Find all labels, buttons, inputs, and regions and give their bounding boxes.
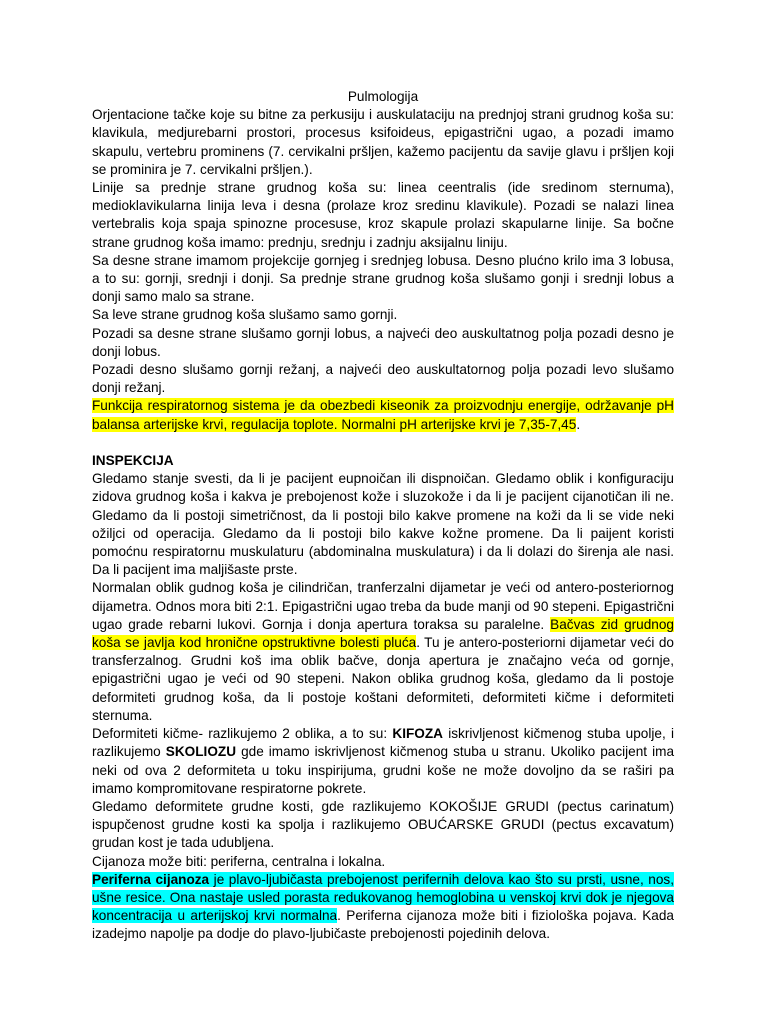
term-periferna-cijanoza: Periferna cijanoza [92,871,210,887]
term-skoliozu: SKOLIOZU [165,744,237,760]
spine-text-c: iskrivljenost kičmenog stuba upolje, i razlikujemo [92,726,674,760]
paragraph-inspection: Gledamo stanje svesti, da li je pacijent eupnoičan ili dispnoičan. Gledamo oblik i konfiguraciju zidova grudnog koša i kakva je prebojenost kože i sluzokože i da li je pacijent cijanotičan ili ne. Gledamo da li postoji simetričnost, da li postoji bilo kakve promene na koži da li se vide neki ožiljci od operacija. Gledamo da li postoji bilo kakve kožne promene. Da li paijent koristi pomoćnu respiratornu muskulaturu (abdominalna muskulatura) i da li dolazi do širenja ale nasi. Da li pacijent ima maljišaste prste. [92,471,674,578]
document-page [92,88,674,944]
paragraph-sternum-deformities: Gledamo deformitete grudne kosti, gde razlikujemo KOKOŠIJE GRUDI (pectus carinatum) ispupčenost grudne kosti ka spolja i razlikujemo OBUĆARSKE GRUDI (pectus excavatum) grudan kost je tada udubljena. [92,798,674,851]
paragraph-peripheral-cyanosis [92,871,674,944]
paragraph-respiratory-function [92,397,674,433]
spine-text-a: Deformiteti kičme- razlikujemo 2 oblika, a to su: [92,726,393,742]
blank-line [92,434,674,452]
term-kifoza: KIFOZA [392,726,443,742]
chest-shape-text-b: . Tu je antero-posteriorni dijametar veći do transferzalnog. Grudni koš ima oblik bačve, donja apertura je značajno veća od gornje, epigastrični ugao je veći od 90 stepeni. Nakon oblika grudnog koša, gledamo da li postoje deformiteti grudnog koša, da li postoje koštani deformiteti, deformiteti kičme i deformiteti sternuma. [92,635,674,723]
peripheral-cyanosis-text: je plavo-ljubičasta prebojenost perifernih delova kao što su prsti, usne, nos, ušne resice. Ona nastaje usled porasta redukovanog hemoglobina u venskoj krvi dok je njegova koncentracija u arterijskoj krvi normalna [92,871,674,924]
spine-text-d: gde imamo iskrivljenost kičmenog stuba u stranu. Ukoliko pacijent ima neki od ova 2 deformiteta u toku inspirijuma, grudni koše ne može dovoljno da se raširi pa imamo kompromitovane respiratorne pokrete. [92,744,674,796]
paragraph-posterior-right: Pozadi sa desne strane slušamo gornji lobus, a najveći deo auskultatnog polja pozadi desno je donji lobus. [92,325,674,359]
respiratory-function-tail: . [576,416,581,432]
chest-shape-text-a: Normalan oblik gudnog koša je cilindričan, tranferzalni dijametar je veći od antero-posteriornog dijametra. Odnos mora biti 2:1. Epigastrični ugao treba da bude manji od 90 stepeni. Epigastrični ugao grade rebarni lukovi. Gornja i donja apertura toraksa su paralelne. [92,580,674,632]
paragraph-left-side: Sa leve strane grudnog koša slušamo samo gornji. [92,307,398,323]
paragraph-cyanosis-types: Cijanoza može biti: periferna, centralna i lokalna. [92,853,386,869]
paragraph-right-lobes: Sa desne strane imamom projekcije gornjeg i srednjeg lobusa. Desno plućno krilo ima 3 lobusa, a to su: gornji, srednji i donji. Sa prednje strane grudnog koša slušamo gonji i srednji lobus a donji samo malo sa strane. [92,252,674,305]
paragraph-chest-shape [92,579,674,725]
highlight-barrel-chest: Bačvas zid grudnog koša se javlja kod hronične opstruktivne bolesti pluća [92,616,674,651]
document-title: Pulmologija [347,89,419,104]
paragraph-posterior-left: Pozadi desno slušamo gornji režanj, a najveći deo auskultatornog polja pozadi levo slušamo donji režanj. [92,362,674,396]
section-heading-inspekcija: INSPEKCIJA [92,453,174,469]
paragraph-chest-lines: Linije sa prednje strane grudnog koša su: linea ceentralis (ide sredinom sternuma), medioklavikularna linija leva i desna (prolaze kroz sredinu klavikule). Pozadi se nalazi linea vertebralis koja spaja spinozne procesuse, kroz skapule prolazi skapularne linije. Sa bočne strane grudnog koša imamo: prednju, srednju i zadnju aksijalnu liniju. [92,180,674,250]
paragraph-orientation-points: Orjentacione tačke koje su bitne za perkusiju i auskulataciju na prednjoj strani grudnog koša su: klavikula, medjurebarni prostori, procesus ksifoideus, epigastrični ugao, a pozadi imamo skapulu, vertebru prominens (7. cervikalni pršljen, kažemo pacijentu da savije glavu i pršljen koji se prominira je 7. cervikalni pršljen.). [92,107,674,177]
paragraph-spine-deformities [92,725,674,798]
highlight-respiratory-function: Funkcija respiratornog sistema je da obezbedi kiseonik za proizvodnju energije, održavanje pH balansa arterijske krvi, regulacija toplote. Normalni pH arterijske krvi je 7,35-7,45 [92,398,674,432]
peripheral-cyanosis-tail: . Periferna cijanoza može biti i fiziološka pojava. Kada izadejmo napolje pa dodje do plavo-ljubičaste prebojenosti pojedinih delova. [92,908,674,942]
